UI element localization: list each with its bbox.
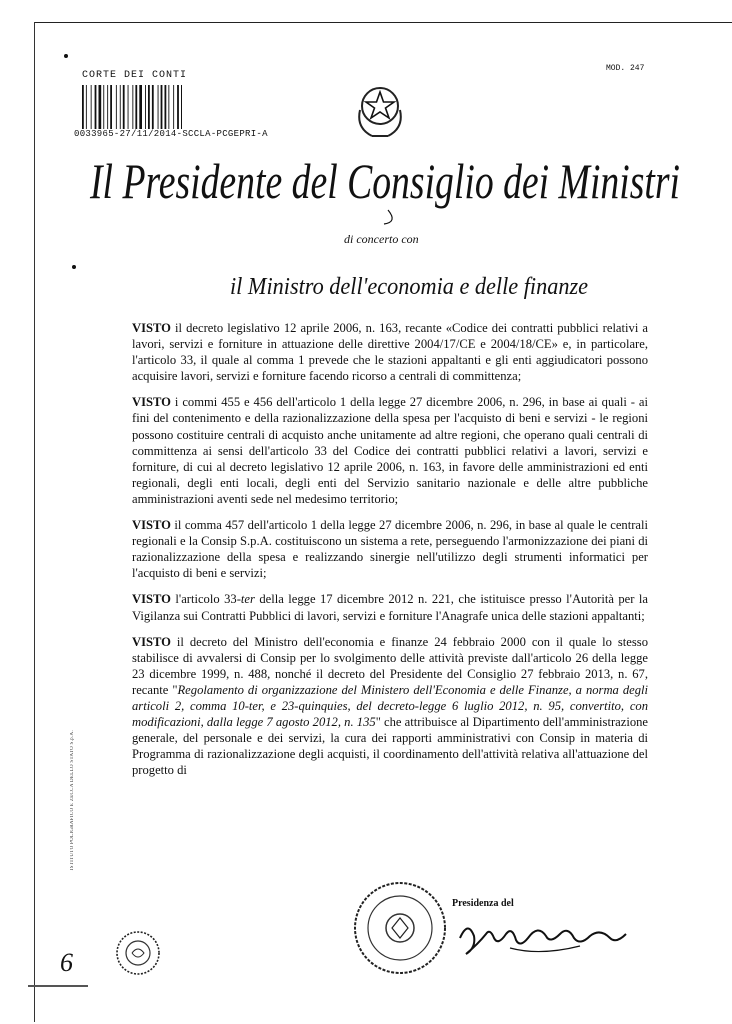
form-code: MOD. 247 (606, 64, 645, 73)
barcode-image (82, 85, 182, 129)
visto-lead: VISTO (132, 518, 171, 533)
small-seal-stamp (115, 930, 161, 976)
visto-lead: VISTO (132, 395, 171, 410)
paragraph-text: il comma 457 dell'articolo 1 della legge 27 dicembre 2006, n. 296, in base al quale le centrali regionali e la Consip S.p.A. costituiscono un sistema a rete, perseguendo l'armonizzazione dei piani di razionalizzazione della spesa e realizzando sinergie nell'utilizzo degli strumenti informatici per l'acquisto di beni e servizi; (132, 518, 648, 581)
minister-text: il Ministro dell'economia e delle finanze (230, 274, 589, 300)
paragraph-text: i commi 455 e 456 dell'articolo 1 della legge 27 dicembre 2006, n. 296, in base ai quali - ai fini del contenimento e della razionalizzazione della spesa per l'acquisto di beni e servizi - le regioni possono costituire centrali di acquisto anche unitamente ad altre regioni, che operano quali centrali di committenza ai sensi dell'articolo 33 del Codice dei contratti pubblici relativi a lavori, servizi e forniture, di cui al decreto legislativo 12 aprile 2006, n. 163, in favore delle amministrazioni ed enti regionali, degli enti locali, degli enti del Servizio sanitario nazionale e delle altre pubbliche amministrazioni aventi sede nel medesimo territorio; (132, 395, 648, 506)
scan-dot (72, 265, 76, 269)
visto-lead: VISTO (132, 634, 171, 649)
page-border-left (34, 22, 35, 1022)
paragraph-3 (132, 517, 648, 581)
court-label: CORTE DEI CONTI (82, 70, 188, 81)
decree-body (132, 320, 648, 788)
registration-code: 0033965-27/11/2014-SCCLA-PCGEPRI-A (74, 129, 268, 139)
paragraph-text: il decreto del Ministro dell'economia e finanze 24 febbraio 2000 con il quale lo stesso stabilisce di avvalersi di Consip per lo svolgimento delle attività previste dall'articolo 26 della legge 23 dicembre 1999, n. 488, nonché il decreto del Presidente del Consiglio 27 febbraio 2013, n. 67, recante " (132, 634, 648, 697)
paragraph-2 (132, 394, 648, 507)
paragraph-4 (132, 591, 648, 623)
paragraph-text: l'articolo 33- (170, 592, 241, 607)
paragraph-5 (132, 634, 648, 779)
page-mark: 6 (60, 948, 73, 977)
visto-lead: VISTO (132, 321, 171, 335)
visto-lead: VISTO (132, 592, 171, 607)
heading-text: Il Presidente del Consiglio dei Ministri (89, 153, 681, 209)
paragraph-text: della legge 17 dicembre 2012 n. 221, che istituisce presso l'Autorità per la Vigilanza sui Contratti Pubblici di lavori, servizi e forniture l'Anagrafe unica delle stazioni appaltanti; (132, 592, 648, 623)
scan-dot (64, 54, 68, 58)
italian-republic-emblem (352, 80, 408, 140)
page-border-top (34, 22, 732, 23)
minister-heading (228, 266, 592, 308)
presidenza-stamp-label: Presidenza del (452, 898, 514, 909)
paragraph-italic: ter (240, 592, 255, 607)
document-heading (88, 150, 684, 226)
official-seal-stamp (352, 880, 448, 976)
paragraph-text: il decreto legislativo 12 aprile 2006, n. 163, recante «Codice dei contratti pubblici relativi a lavori, servizi e forniture in attuazione delle direttive 2004/17/CE e 2004/18/CE» e, in particolare, l'articolo 33, il quale al comma 1 prevede che le stazioni appaltanti e gli enti aggiudicatori possono acquisire lavori, servizi e forniture facendo ricorso a centrali di committenza; (132, 321, 648, 384)
scan-smudge (28, 985, 88, 987)
paragraph-italic: Regolamento di organizzazione del Ministero dell'Economia e delle Finanze, a norma degli articoli 2, comma 10-ter, e 23-quinquies, del decreto-legge 6 luglio 2012, n. 95, convertito, con modificazioni, dalla legge 7 agosto 2012, n. 135 (132, 682, 648, 730)
paragraph-1 (132, 320, 648, 384)
handwritten-signature (450, 898, 660, 968)
concert-with: di concerto con (344, 232, 419, 246)
printer-imprint: ISTITUTO POLIGRAFICO E ZECCA DELLO STATO S.p.A. (70, 730, 75, 871)
paragraph-text: " che attribuisce al Dipartimento dell'amministrazione generale, del personale e dei servizi, la cura dei rapporti amministrativi con Consip in materia di Programma di razionalizzazione degli acquisti, il coordinamento dell'attività relativa all'attuazione del progetto di (132, 715, 648, 778)
